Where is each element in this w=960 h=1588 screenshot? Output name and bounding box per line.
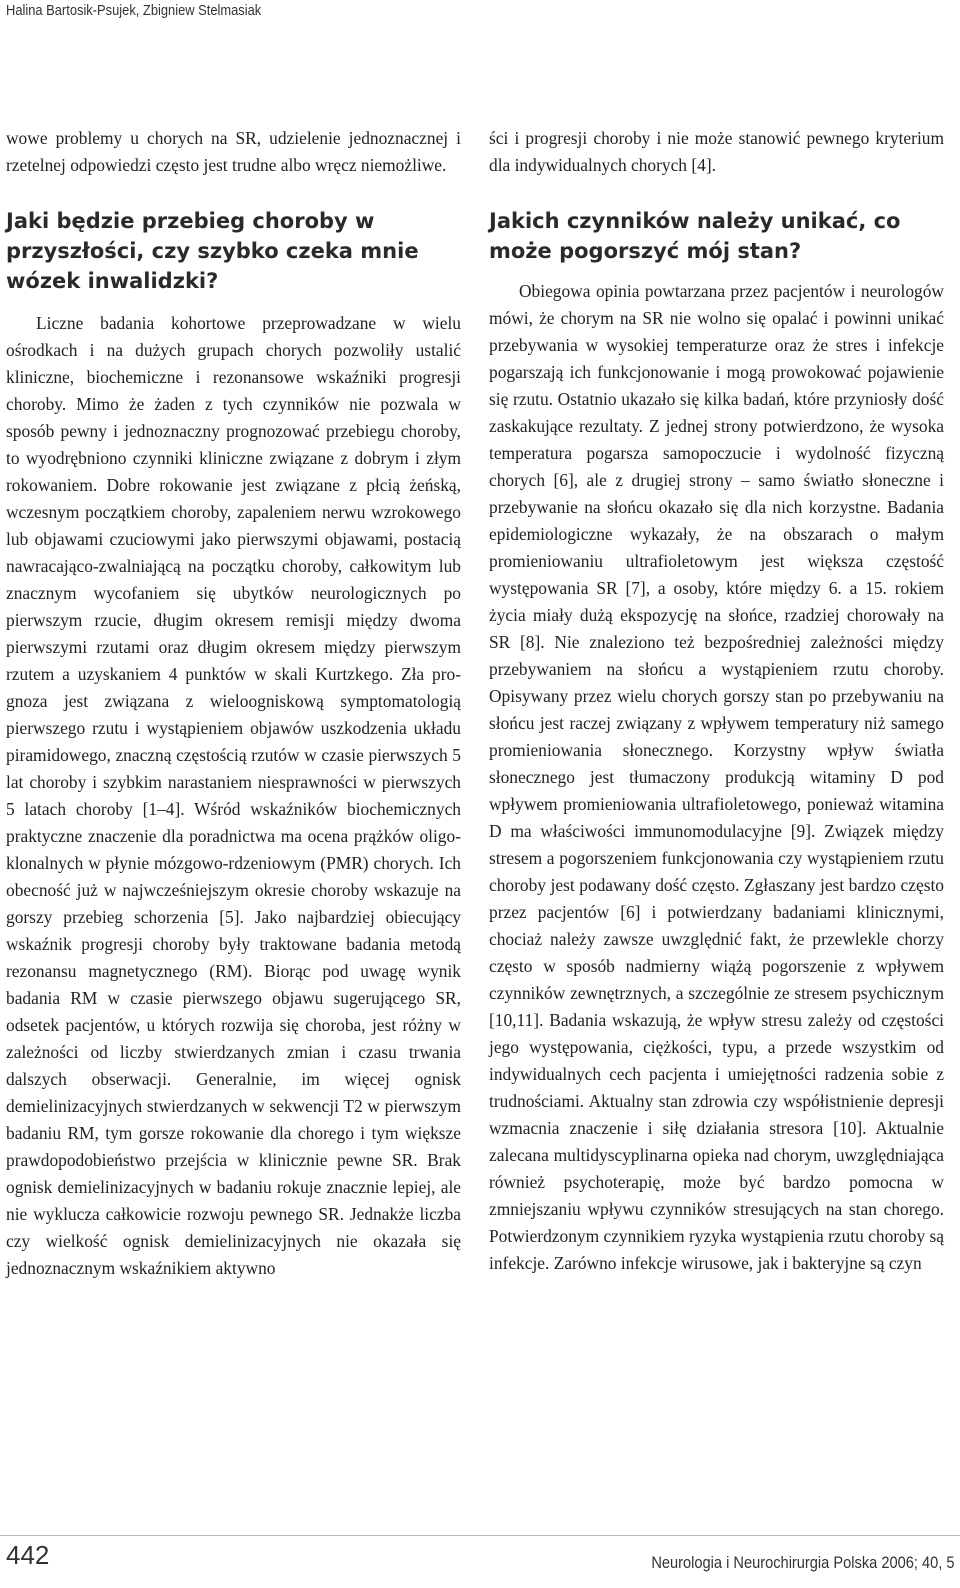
- left-column: [6, 125, 461, 1282]
- paragraph-continued-left: wowe problemy u chorych na SR, udzielenie jednoznacznej i rzetelnej odpowiedzi często jest trudne albo wręcz niemożliwe.: [6, 128, 461, 175]
- section-heading-risk-factors: Jakich czynników należy unikać, co może pogorszyć mój stan?: [489, 209, 901, 263]
- journal-reference: Neurologia i Neurochirurgia Polska 2006; 40, 5: [650, 1553, 954, 1572]
- paragraph-continued-right: ści i progresji choroby i nie może stanowić pewnego kryterium dla indywidualnych chorych [4].: [489, 128, 944, 175]
- right-column: [489, 125, 944, 1277]
- section-heading-prognosis: Jaki będzie przebieg choroby w przyszłości, czy szybko czeka mnie wózek inwalidzki?: [6, 209, 419, 293]
- running-head-authors: Halina Bartosik-Psujek, Zbigniew Stelmasiak: [6, 2, 262, 19]
- paragraph-risk-factors: Obiegowa opinia powtarzana przez pacjentów i neurologów mówi, że chorym na SR nie wolno się opalać i powinni unikać przebywania w wysokiej temperaturze oraz że stres i infekcje pogarszają ich funkcjonowanie i mogą prowokować pojawienie się rzutu. Ostatnio ukazało się kilka badań, które przyniosły dość zaskakujące rezultaty. Z jednej strony potwierdzono, że wysoka temperatura pogarsza samopoczucie i wydolność fizyczną chorych [6], ale z drugiej strony – samo światło słoneczne i przebywanie na słońcu okazało się dla nich korzystne. Badania epidemiologiczne wykazały, że na obszarach o małym promieniowaniu ultrafioletowym jest większa częstość występowania SR [7], a osoby, które między 6. a 15. rokiem życia miały dużą ekspozycję na słońce, rzadziej chorowały na SR [8]. Nie znaleziono też bezpośredniej zależności między przebywaniem na słońcu a wystąpieniem rzutu choroby. Opisywany przez wielu chorych gorszy stan po przebywaniu na słońcu jest raczej związany z wpływem temperatury niż samego promieniowania słonecznego. Korzystny wpływ światła słonecznego jest tłumaczony produkcją witaminy D pod wpływem promieniowania ultrafioletowego, ponieważ witamina D ma właściwości immunomodulacyjne [9]. Związek między stresem a pogorszeniem funkcjonowania czy wystąpieniem rzutu choroby jest podawany dość często. Zgłaszany jest bardzo często przez pacjentów [6] i potwierdzany badaniami klinicznymi, chociaż należy zawsze uwzględnić fakt, że przewlekle chorzy często w sposób nadmierny wiążą pogorszenie z wpływem czynników zewnętrznych, a szczególnie ze stresem psychicznym [10,11]. Badania wskazują, że wpływ stresu zależy od częstości jego występowania, ciężkości, typu, a przede wszystkim od indywidualnych cech pacjenta i umiejętności radzenia sobie z trudnościami. Aktualny stan zdrowia czy współistnienie depresji wzmacnia znaczenie i siłę działania stresora [10]. Aktualnie zalecana multidyscyplinarna opieka nad chorym, uwzględniająca również psychoterapię, może być bardzo pomocna w zmniejszaniu wpływu czynników stresujących na stan chorego. Potwierdzonym czynnikiem ryzyka wystąpienia rzutu choroby są infekcje. Zarówno infekcje wirusowe, jak i bakteryjne są czyn: [489, 281, 944, 1273]
- page-number: 442: [6, 1540, 50, 1570]
- footer-divider: [0, 1535, 960, 1536]
- paragraph-prognosis: Liczne badania kohortowe przeprowadzane w wielu ośrodkach i na dużych grupach chorych pozwoliły ustalić kliniczne, biochemiczne i rezonansowe wskaźniki progresji choroby. Mimo że żaden z tych czynników nie pozwala w sposób pewny i jednoznaczny prognozować przebiegu choroby, to wyodrębniono czynniki kliniczne związane z dobrym i złym rokowaniem. Dobre rokowanie jest związane z płcią żeńską, wczesnym początkiem choroby, zapaleniem nerwu wzrokowego lub objawami czuciowymi jako pierwszymi objawami, postacią nawracająco-zwalniającą na początku choroby, całkowitym lub znacznym wycofaniem się ubytków neurologicznych po pierwszym rzucie, długim okresem remisji między dwoma pierwszymi rzutami oraz długim okresem między pierwszym rzutem a uzyskaniem 4 punktów w skali Kurtzkego. Zła prognoza jest związana z wieloogniskową symptomatologią pierwszego rzutu i wystąpieniem objawów uszkodzenia układu piramidowego, znaczną częstością rzutów w czasie pierwszych 5 lat choroby i szybkim narastaniem niesprawności w pierwszych 5 latach choroby [1–4]. Wśród wskaźników biochemicznych praktyczne znaczenie dla poradnictwa ma ocena prążków oligoklonalnych w płynie mózgowo-rdzeniowym (PMR) chorych. Ich obecność już w najwcześniejszym okresie choroby wskazuje na gorszy przebieg schorzenia [5]. Jako najbardziej obiecujący wskaźnik progresji choroby były traktowane badania metodą rezonansu magnetycznego (RM). Biorąc pod uwagę wynik badania RM w czasie pierwszego objawu sugerującego SR, odsetek pacjentów, u których rozwija się choroba, jest różny w zależności od liczby stwierdzanych zmian i czasu trwania dalszych obserwacji. Generalnie, im więcej ognisk demielinizacyjnych stwierdzanych w sekwencji T2 w pierwszym badaniu RM, tym gorsze rokowanie dla chorego i tym większe prawdopodobieństwo przejścia w klinicznie pewne SR. Brak ognisk demielinizacyjnych w badaniu rokuje znacznie lepiej, ale nie wyklucza całkowicie rozwoju pewnego SR. Jednakże liczba czy wielkość ognisk demielinizacyjnych nie okazała się jednoznacznym wskaźnikiem aktywno: [6, 313, 461, 1278]
